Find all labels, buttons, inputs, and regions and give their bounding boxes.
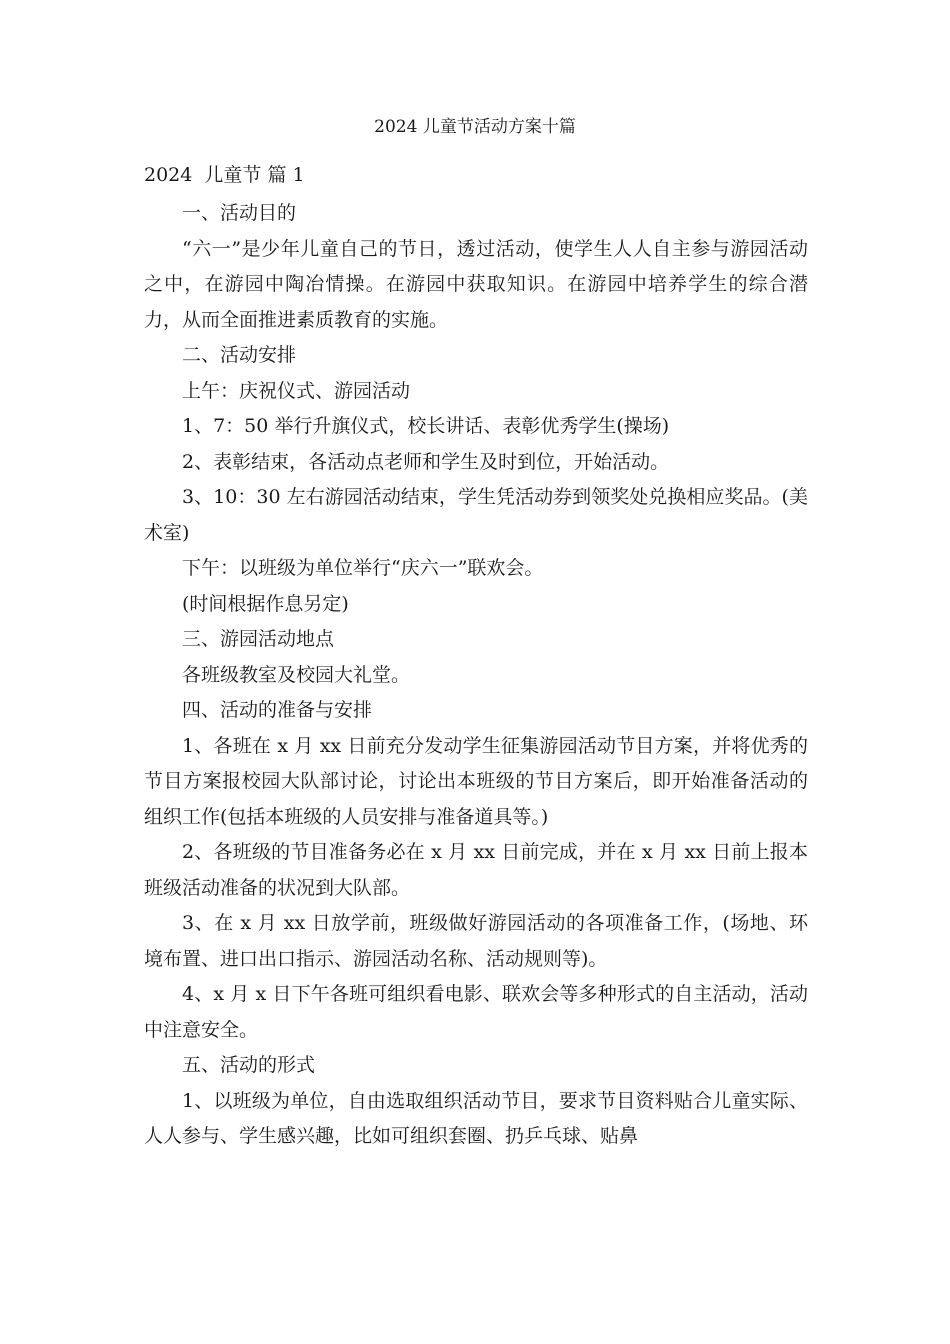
- list-item: 1、7：50 举行升旗仪式，校长讲话、表彰优秀学生(操场): [182, 415, 670, 437]
- paragraph-time-note: (时间根据作息另定): [182, 592, 349, 615]
- list-item: 3、在 x 月 xx 日放学前，班级做好游园活动的各项准备工作，(场地、环境布置、进口出口指示、游园活动名称、活动规则等)。: [144, 912, 808, 970]
- paragraph-venue: 各班级教室及校园大礼堂。: [182, 663, 411, 686]
- paragraph-morning: 上午：庆祝仪式、游园活动: [182, 379, 411, 402]
- heading-activity-form: 五、活动的形式: [182, 1054, 316, 1076]
- list-item: 3、10：30 左右游园活动结束，学生凭活动券到领奖处兑换相应奖品。(美术室): [144, 486, 808, 544]
- document-body: [144, 196, 808, 1155]
- list-item: 2、表彰结束，各活动点老师和学生及时到位，开始活动。: [182, 450, 670, 473]
- paragraph-purpose: “六一”是少年儿童自己的节日，透过活动，使学生人人自主参与游园活动之中，在游园中陶冶情操。在游园中获取知识。在游园中培养学生的综合潜力，从而全面推进素质教育的实施。: [144, 237, 808, 331]
- section-heading: 2024 儿童节 篇 1: [144, 164, 305, 186]
- document-title: 2024 儿童节活动方案十篇: [374, 117, 576, 137]
- list-item: 4、x 月 x 日下午各班可组织看电影、联欢会等多种形式的自主活动，活动中注意安全。: [144, 983, 808, 1041]
- list-item: 1、以班级为单位，自由选取组织活动节目，要求节目资料贴合儿童实际、人人参与、学生感兴趣，比如可组织套圈、扔乒乓球、贴鼻: [144, 1089, 808, 1147]
- heading-activity-arrangement: 二、活动安排: [182, 344, 297, 366]
- heading-venue: 三、游园活动地点: [182, 628, 335, 650]
- paragraph-afternoon: 下午：以班级为单位举行“庆六一”联欢会。: [182, 557, 544, 579]
- list-item: 1、各班在 x 月 xx 日前充分发动学生征集游园活动节目方案，并将优秀的节目方案报校园大队部讨论，讨论出本班级的节目方案后，即开始准备活动的组织工作(包括本班级的人员安排与准备道具等。): [144, 734, 808, 828]
- heading-preparation: 四、活动的准备与安排: [182, 699, 373, 721]
- heading-activity-purpose: 一、活动目的: [182, 202, 297, 224]
- list-item: 2、各班级的节目准备务必在 x 月 xx 日前完成，并在 x 月 xx 日前上报本班级活动准备的状况到大队部。: [144, 841, 808, 899]
